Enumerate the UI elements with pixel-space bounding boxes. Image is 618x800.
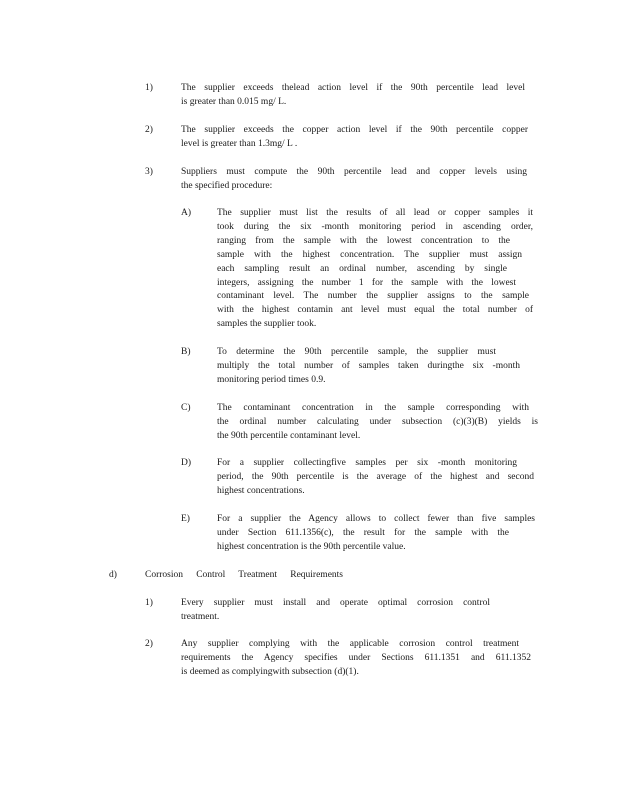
paragraph-text	[217, 207, 533, 332]
list-marker: 2)	[145, 639, 153, 649]
list-marker: 1)	[145, 83, 153, 93]
list-marker: A)	[181, 208, 192, 218]
paragraph-text	[181, 166, 527, 194]
list-marker: 1)	[145, 598, 153, 608]
text-line: period, the 90th percentile is the average of the highest and second	[217, 471, 534, 482]
text-line: with the highest contamin ant level must equal the total number of	[217, 305, 533, 316]
text-line: The supplier must list the results of all lead or copper samples it	[217, 208, 533, 218]
text-line: sample with the highest concentration. The supplier must assign	[217, 249, 522, 260]
text-line: Suppliers must compute the 90th percentile lead and copper levels using	[181, 167, 527, 177]
text-line: took during the six -month monitoring period in ascending order,	[217, 221, 533, 232]
text-line: The supplier exceeds the copper action level if the 90th percentile copper	[181, 125, 528, 135]
paragraph-text	[217, 457, 534, 499]
text-line: highest concentrations.	[217, 485, 305, 496]
text-line: The supplier exceeds thelead action level if the 90th percentile lead level	[181, 83, 525, 93]
paragraph-text	[217, 346, 520, 388]
list-marker: C)	[181, 403, 191, 413]
text-line: samples the supplier took.	[217, 319, 317, 330]
paragraph-text	[181, 82, 525, 110]
text-line: contaminant level. The number the supplier assigns to the sample	[217, 291, 529, 302]
text-line: multiply the total number of samples taken duringthe six -month	[217, 360, 520, 371]
list-marker: E)	[181, 514, 190, 524]
text-line: Any supplier complying with the applicable corrosion control treatment	[181, 639, 519, 649]
text-line: monitoring period times 0.9.	[217, 374, 326, 385]
text-line: level is greater than 1.3mg/ L .	[181, 138, 298, 149]
text-line: Corrosion Control Treatment Requirements	[145, 570, 343, 580]
text-line: For a supplier collectingfive samples per six -month monitoring	[217, 458, 517, 468]
text-line: requirements the Agency specifies under Sections 611.1351 and 611.1352	[181, 652, 531, 663]
text-line: For a supplier the Agency allows to collect fewer than five samples	[217, 514, 535, 524]
paragraph-text	[217, 402, 538, 444]
paragraph-text	[217, 513, 535, 555]
text-line: highest concentration is the 90th percentile value.	[217, 541, 406, 552]
list-marker: D)	[181, 458, 192, 468]
list-marker: d)	[109, 570, 117, 580]
text-line: treatment.	[181, 611, 220, 622]
paragraph-text	[181, 638, 531, 680]
text-line: The contaminant concentration in the sample corresponding with	[217, 403, 529, 413]
list-marker: 2)	[145, 125, 153, 135]
text-line: the ordinal number calculating under subsection (c)(3)(B) yields is	[217, 416, 538, 427]
text-line: is greater than 0.015 mg/ L.	[181, 96, 287, 107]
section-title	[145, 569, 343, 583]
text-line: ranging from the sample with the lowest concentration to the	[217, 235, 510, 246]
text-line: the 90th percentile contaminant level.	[217, 430, 361, 441]
text-line: the specified procedure:	[181, 180, 273, 191]
paragraph-text	[181, 597, 490, 625]
text-line: is deemed as complyingwith subsection (d)(1).	[181, 666, 359, 677]
list-marker: 3)	[145, 167, 153, 177]
text-line: each sampling result an ordinal number, ascending by single	[217, 263, 507, 274]
text-line: To determine the 90th percentile sample, the supplier must	[217, 347, 496, 357]
paragraph-text	[181, 124, 528, 152]
text-line: under Section 611.1356(c), the result for the sample with the	[217, 527, 509, 538]
text-line: Every supplier must install and operate optimal corrosion control	[181, 598, 490, 608]
list-marker: B)	[181, 347, 191, 357]
text-line: integers, assigning the number 1 for the sample with the lowest	[217, 277, 516, 288]
